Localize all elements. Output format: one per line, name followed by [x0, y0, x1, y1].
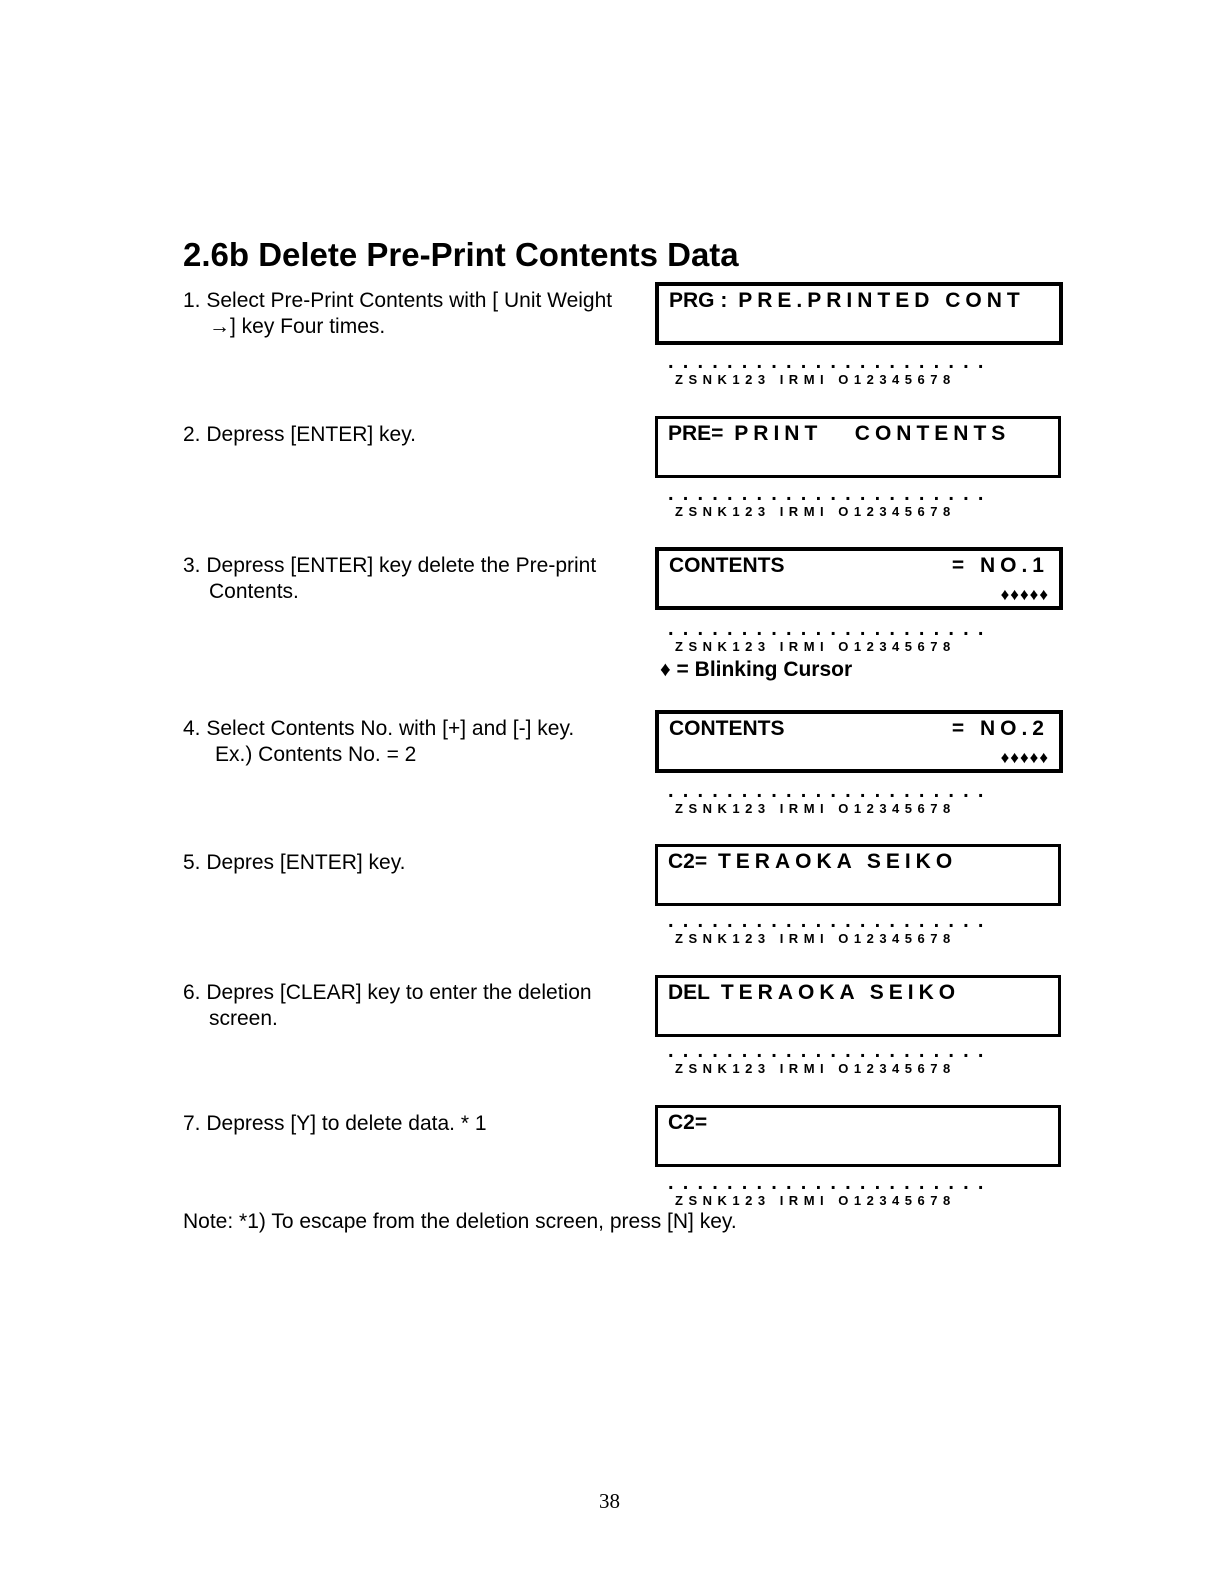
indicator-row-5: ZSNK123 IRMI O12345678	[675, 931, 956, 946]
lcd-1-text: PRE.PRINTED CONT	[738, 289, 1025, 312]
page-number: 38	[599, 1489, 620, 1513]
lcd-6-line	[668, 981, 960, 1005]
indicator-row-1: ZSNK123 IRMI O12345678	[675, 372, 956, 387]
step-5	[183, 850, 648, 876]
lcd-6-text: TERAOKA SEIKO	[710, 981, 961, 1004]
step-7	[183, 1111, 648, 1137]
step-3	[183, 553, 648, 605]
indicator-dots-4: ......................	[668, 780, 993, 802]
lcd-display-4	[655, 710, 1063, 773]
step-5-line1: 5. Depres [ENTER] key.	[183, 851, 406, 874]
lcd-5-text: TERAOKA SEIKO	[707, 850, 958, 873]
indicator-dots-3: ......................	[668, 618, 993, 640]
step-1-line1: 1. Select Pre-Print Contents with [ Unit Weight	[183, 289, 613, 312]
indicator-dots-2: ......................	[668, 483, 993, 505]
footnote: Note: *1) To escape from the deletion screen, press [N] key.	[183, 1210, 737, 1233]
lcd-4-value: = NO.2	[951, 717, 1049, 740]
lcd-6-label: DEL	[668, 981, 710, 1004]
lcd-2-line	[668, 422, 1010, 446]
step-6	[183, 980, 648, 1032]
blinking-cursor-icon: ♦♦♦♦♦	[1000, 585, 1049, 604]
step-4	[183, 716, 648, 768]
lcd-3-label-text: CONTENTS	[669, 554, 785, 577]
indicator-row-3: ZSNK123 IRMI O12345678	[675, 639, 956, 654]
indicator-row-7: ZSNK123 IRMI O12345678	[675, 1193, 956, 1208]
indicator-dots-1: ......................	[668, 351, 993, 373]
step-6-line2: screen.	[209, 1007, 278, 1030]
lcd-7-label: C2=	[668, 1111, 708, 1134]
step-1-line2: →] key Four times.	[209, 315, 386, 338]
step-3-line2: Contents.	[209, 580, 299, 603]
indicator-dots-7: ......................	[668, 1172, 993, 1194]
lcd-display-7	[655, 1105, 1061, 1167]
lcd-display-2	[655, 416, 1061, 478]
lcd-display-1	[655, 282, 1063, 345]
cursor-legend: ♦ = Blinking Cursor	[660, 658, 853, 681]
step-1	[183, 288, 648, 340]
indicator-row-2: ZSNK123 IRMI O12345678	[675, 504, 956, 519]
step-7-line1: 7. Depress [Y] to delete data. * 1	[183, 1112, 487, 1135]
lcd-4-label	[669, 717, 785, 741]
step-4-line2: Ex.) Contents No. = 2	[215, 743, 417, 766]
indicator-dots-5: ......................	[668, 910, 993, 932]
step-6-line1: 6. Depres [CLEAR] key to enter the deletion	[183, 981, 592, 1004]
lcd-7-line	[668, 1111, 707, 1135]
indicator-dots-6: ......................	[668, 1040, 993, 1062]
indicator-row-4: ZSNK123 IRMI O12345678	[675, 801, 956, 816]
lcd-1-line	[669, 289, 1025, 313]
lcd-3-value: = NO.1	[951, 554, 1049, 577]
blinking-cursor-icon: ♦♦♦♦♦	[1000, 748, 1049, 767]
indicator-row-6: ZSNK123 IRMI O12345678	[675, 1061, 956, 1076]
lcd-4-label-text: CONTENTS	[669, 717, 785, 740]
lcd-3-label	[669, 554, 785, 578]
page-title: 2.6b Delete Pre-Print Contents Data	[183, 236, 739, 273]
lcd-display-3	[655, 547, 1063, 610]
lcd-display-6	[655, 975, 1061, 1037]
lcd-display-5	[655, 844, 1061, 906]
lcd-1-label: PRG :	[669, 289, 728, 312]
lcd-5-label: C2=	[668, 850, 708, 873]
step-2-line1: 2. Depress [ENTER] key.	[183, 423, 417, 446]
lcd-5-line	[668, 850, 957, 874]
step-4-line1: 4. Select Contents No. with [+] and [-] key.	[183, 717, 575, 740]
lcd-2-text: PRINT CONTENTS	[734, 422, 1011, 445]
step-3-line1: 3. Depress [ENTER] key delete the Pre-print	[183, 554, 597, 577]
step-2	[183, 422, 648, 448]
lcd-2-label: PRE=	[668, 422, 724, 445]
